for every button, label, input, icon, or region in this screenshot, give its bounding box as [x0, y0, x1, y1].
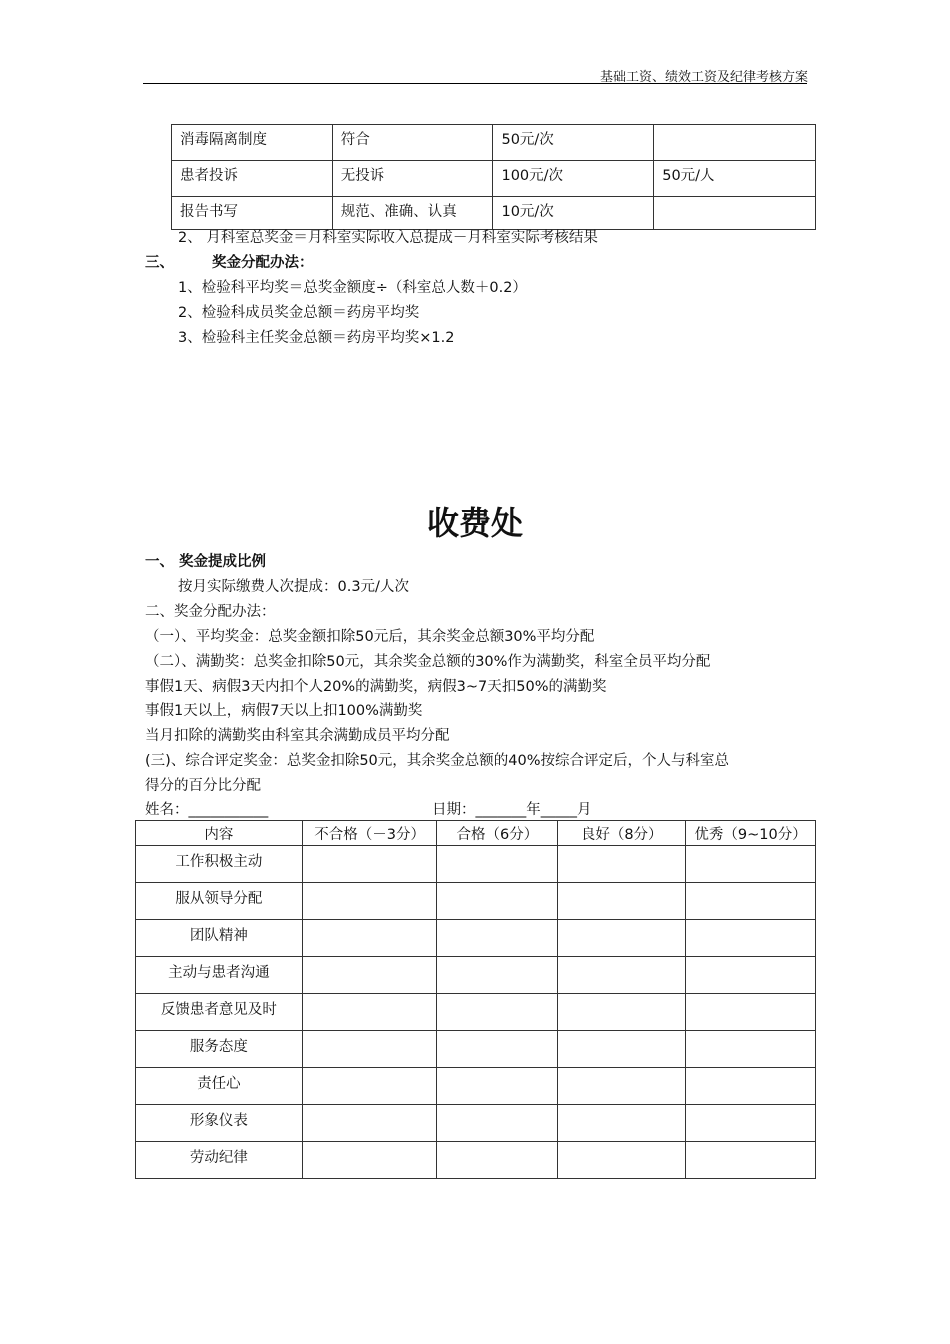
- table-cell: 无投诉: [332, 161, 493, 197]
- page-title: 收费处: [426, 504, 523, 542]
- score-cell[interactable]: [686, 957, 816, 994]
- table-cell: 规范、准确、认真: [332, 197, 493, 230]
- table-cell: 消毒隔离制度: [172, 125, 333, 161]
- score-cell[interactable]: [302, 1068, 437, 1105]
- table-cell: 50元/人: [654, 161, 816, 197]
- score-cell[interactable]: [558, 957, 686, 994]
- criterion-cell: 团队精神: [136, 920, 303, 957]
- score-cell[interactable]: [302, 1105, 437, 1142]
- table-row: [136, 1031, 816, 1068]
- table-cell: 患者投诉: [172, 161, 333, 197]
- document-header: 基础工资、绩效工资及纪律考核方案: [599, 70, 808, 85]
- criterion-cell: 服从领导分配: [136, 883, 303, 920]
- section-heading: 一、 奖金提成比例: [145, 554, 267, 570]
- score-cell[interactable]: [437, 994, 558, 1031]
- date-field-label: 日期：_______年_____月: [432, 802, 592, 818]
- paragraph-line: 得分的百分比分配: [145, 778, 261, 794]
- score-cell[interactable]: [302, 957, 437, 994]
- table-row: [136, 920, 816, 957]
- table-cell: 100元/次: [493, 161, 654, 197]
- score-cell[interactable]: [686, 1068, 816, 1105]
- score-cell[interactable]: [437, 1031, 558, 1068]
- score-cell[interactable]: [437, 957, 558, 994]
- score-cell[interactable]: [437, 1068, 558, 1105]
- column-header: 优秀（9~10分）: [686, 821, 816, 846]
- criterion-cell: 形象仪表: [136, 1105, 303, 1142]
- score-cell[interactable]: [686, 1105, 816, 1142]
- paragraph-line: 当月扣除的满勤奖由科室其余满勤成员平均分配: [145, 728, 450, 744]
- score-cell[interactable]: [686, 920, 816, 957]
- section-number: 三、: [145, 255, 174, 271]
- score-cell[interactable]: [302, 883, 437, 920]
- rate-text: 按月实际缴费人次提成：0.3元/人次: [178, 579, 409, 595]
- score-cell[interactable]: [437, 1105, 558, 1142]
- table-row: [136, 1105, 816, 1142]
- list-item: 1、检验科平均奖＝总奖金额度÷（科室总人数＋0.2）: [178, 280, 527, 296]
- table-cell: 符合: [332, 125, 493, 161]
- table-cell: 报告书写: [172, 197, 333, 230]
- table-row: [136, 883, 816, 920]
- table-row: [136, 846, 816, 883]
- section-heading: 二、奖金分配办法：: [145, 604, 276, 620]
- criterion-cell: 服务态度: [136, 1031, 303, 1068]
- total-bonus-formula: 2、 月科室总奖金＝月科室实际收入总提成－月科室实际考核结果: [178, 230, 598, 246]
- score-cell[interactable]: [558, 883, 686, 920]
- score-cell[interactable]: [686, 846, 816, 883]
- criterion-cell: 主动与患者沟通: [136, 957, 303, 994]
- table-row: [136, 1068, 816, 1105]
- score-cell[interactable]: [558, 846, 686, 883]
- score-cell[interactable]: [302, 920, 437, 957]
- table-header-row: [136, 821, 816, 846]
- table-cell: 50元/次: [493, 125, 654, 161]
- table-row: [172, 125, 816, 161]
- header-rule: [143, 83, 807, 84]
- name-field-label: 姓名：___________: [145, 802, 269, 818]
- paragraph-line: （二）、满勤奖：总奖金扣除50元，其余奖金总额的30%作为满勤奖，科室全员平均分配: [145, 654, 711, 670]
- score-cell[interactable]: [302, 994, 437, 1031]
- table-row: [136, 957, 816, 994]
- criterion-cell: 责任心: [136, 1068, 303, 1105]
- score-cell[interactable]: [437, 920, 558, 957]
- criterion-cell: 工作积极主动: [136, 846, 303, 883]
- list-item: 3、检验科主任奖金总额＝药房平均奖×1.2: [178, 330, 455, 346]
- section-heading: 奖金分配办法：: [212, 255, 314, 271]
- column-header: 合格（6分）: [437, 821, 558, 846]
- score-cell[interactable]: [558, 920, 686, 957]
- score-cell[interactable]: [686, 994, 816, 1031]
- score-cell[interactable]: [686, 1142, 816, 1179]
- table-row: [172, 161, 816, 197]
- list-item: 2、检验科成员奖金总额＝药房平均奖: [178, 305, 420, 321]
- table-cell: [654, 197, 816, 230]
- criterion-cell: 劳动纪律: [136, 1142, 303, 1179]
- table-row: [136, 1142, 816, 1179]
- score-cell[interactable]: [558, 1031, 686, 1068]
- table-cell: [654, 125, 816, 161]
- table-cell: 10元/次: [493, 197, 654, 230]
- table-row: [136, 994, 816, 1031]
- paragraph-line: (三)、综合评定奖金：总奖金扣除50元，其余奖金总额的40%按综合评定后，个人与科室总: [145, 753, 729, 769]
- score-cell[interactable]: [686, 883, 816, 920]
- score-cell[interactable]: [686, 1031, 816, 1068]
- score-cell[interactable]: [437, 846, 558, 883]
- score-cell[interactable]: [302, 846, 437, 883]
- paragraph-line: 事假1天以上，病假7天以上扣100%满勤奖: [145, 703, 423, 719]
- paragraph-line: 事假1天、病假3天内扣个人20%的满勤奖，病假3~7天扣50%的满勤奖: [145, 679, 607, 695]
- paragraph-line: （一）、平均奖金：总奖金额扣除50元后，其余奖金总额30%平均分配: [145, 629, 595, 645]
- assessment-table: [171, 124, 816, 230]
- column-header: 内容: [136, 821, 303, 846]
- score-cell[interactable]: [558, 1105, 686, 1142]
- score-cell[interactable]: [302, 1031, 437, 1068]
- column-header: 良好（8分）: [558, 821, 686, 846]
- column-header: 不合格（－3分）: [302, 821, 437, 846]
- score-cell[interactable]: [558, 994, 686, 1031]
- evaluation-table: [135, 820, 816, 1179]
- score-cell[interactable]: [302, 1142, 437, 1179]
- criterion-cell: 反馈患者意见及时: [136, 994, 303, 1031]
- score-cell[interactable]: [558, 1142, 686, 1179]
- score-cell[interactable]: [558, 1068, 686, 1105]
- score-cell[interactable]: [437, 1142, 558, 1179]
- score-cell[interactable]: [437, 883, 558, 920]
- table-row: [172, 197, 816, 230]
